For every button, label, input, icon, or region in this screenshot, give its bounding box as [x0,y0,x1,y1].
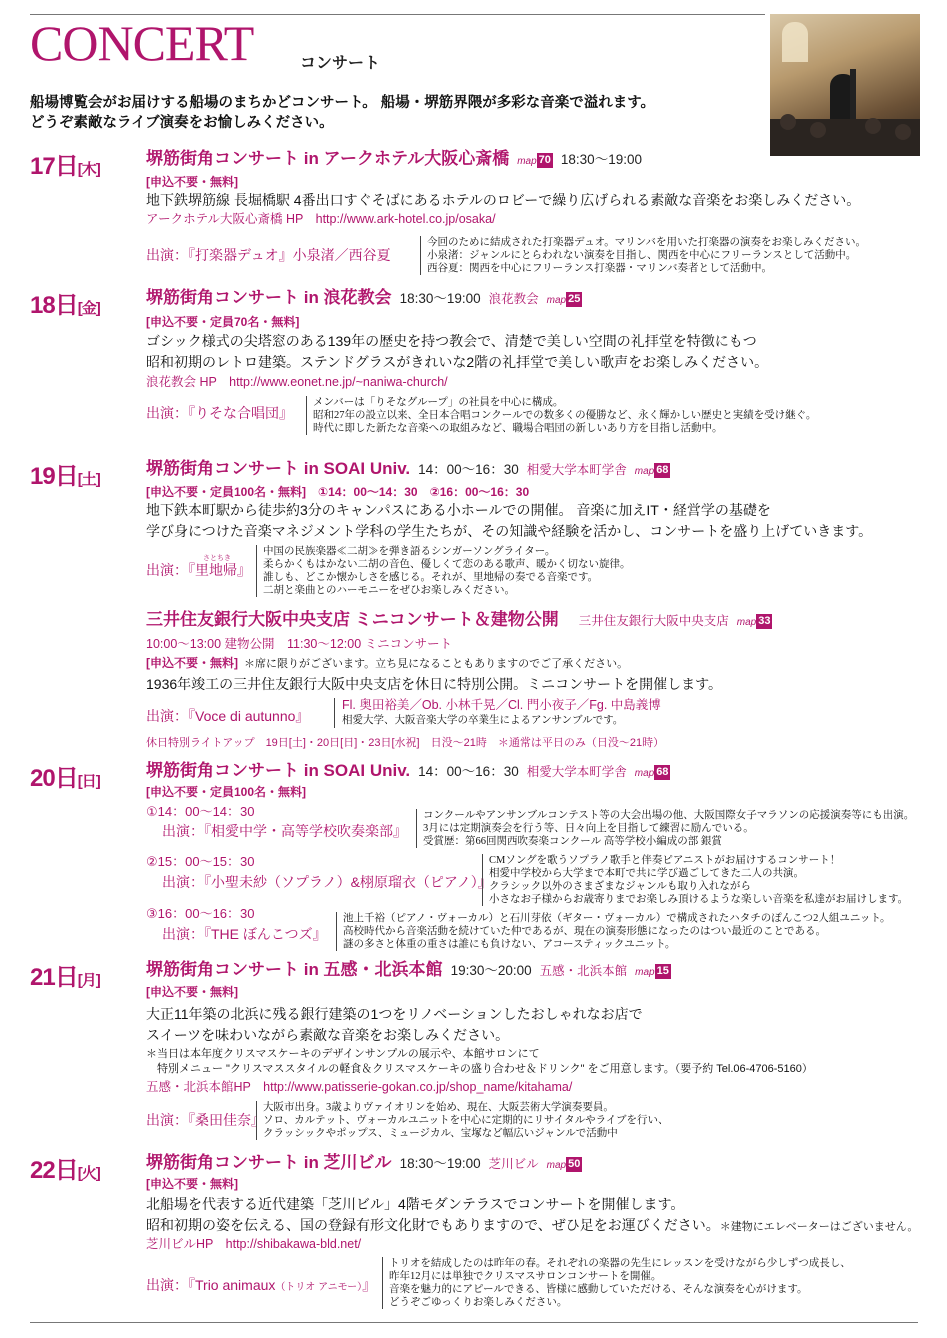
performer: 出演：『Trio animaux（トリオ アニモー）』 [146,1277,377,1293]
time-slot: ①14：00～14：30 [146,804,255,819]
event-20-heading: 堺筋街角コンサート in SOAI Univ. 14：00～16：30 相愛大学本町学舎 map 68 [146,761,669,780]
event-schedule: 10:00～13:00 建物公開 11:30～12:00 ミニコンサート [146,637,453,651]
day-20: 20日[日] [30,765,100,792]
performer: 出演：『りそな合唱団』 [146,405,293,421]
day-17: 17日[木] [30,153,100,180]
event-title: 堺筋街角コンサート in アークホテル大阪心斎橋 [146,149,510,168]
bottom-rule [30,1322,918,1323]
map-badge: 68 [656,464,669,476]
time-slot: ②15：00～15：30 [146,854,255,869]
map-badge: 70 [538,154,551,166]
concert-photo [770,14,920,156]
event-link[interactable]: 芝川ビルHP http://shibakawa-bld.net/ [146,1237,362,1251]
event-tag: [申込不要・無料] [146,1177,238,1191]
map-badge: 25 [568,293,581,305]
event-tag: [申込不要・無料] ＊席に限りがございます。立ち見になることもありますのでご了承ください。 [146,656,629,670]
event-body: スイーツを味わいながら素敵な音楽をお楽しみください。 [146,1027,510,1043]
note-divider [334,698,335,728]
event-body: 地下鉄堺筋線 長堀橋駅 4番出口すぐそばにあるホテルのロビーで繰り広げられる素敵な音楽をお楽しみください。 [146,192,861,208]
time-slot: ③16：00～16：30 [146,906,255,921]
day-18: 18日[金] [30,292,100,319]
performer-note: コンクールやアンサンブルコンテスト等の大会出場の他、大阪国際女子マラソンの応援演奏等にも出演。 3月には定期演奏会を行う等、日々向上を目指して練習に励んでいる。 受賞歴：第66回関西吹奏楽コンクール 高等学校小編成の部 銀賞 [416,809,914,848]
performer: 出演：『THE ぼんこつズ』 [162,926,327,942]
day-19: 19日[土] [30,463,100,490]
event-link[interactable]: 浪花教会 HP http://www.eonet.ne.jp/~naniwa-church/ [146,375,448,389]
event-tag: [申込不要・無料] [146,175,238,189]
performer-note: 中国の民族楽器≪二胡≫を弾き語るシンガーソングライター。 柔らかくもはかない二胡の音色、優しくて恋のある歌声、暖かく切ない旋律。 誰しも、どこか懐かしさを感じる。それが、里地帰の奏でる音楽です。 二胡と楽曲とのハーモニーをぜひお楽しみください。 [256,545,631,597]
performer: 出演：『Voce di autunno』 [146,708,310,724]
map-badge: 33 [758,615,771,627]
event-tag: [申込不要・定員100名・無料] [146,785,307,799]
map-badge: 15 [656,965,669,977]
event-link[interactable]: アークホテル大阪心斎橋 HP http://www.ark-hotel.co.jp/osaka/ [146,212,496,226]
ensemble-members: Fl. 奥田裕美／Ob. 小林千晃／Cl. 門小夜子／Fg. 中島義博 [342,698,661,712]
performer-note: 今回のために結成された打楽器デュオ。マリンバを用いた打楽器の演奏をお楽しみください。 小泉渚：ジャンルにとらわれない演奏を目指し、関西を中心にフリーランスとして活動中。 西谷夏：関西を中心にフリーランス打楽器・マリンバ奏者として活動中。 [420,236,866,275]
event-body: 地下鉄本町駅から徒歩約3分のキャンパスにある小ホールでの開催。 音楽に加えIT・経営学の基礎を [146,502,771,518]
day-22: 22日[火] [30,1157,100,1184]
performer-note: トリオを結成したのは昨年の春。それぞれの楽器の先生にレッスンを受けながら少しずつ成長し、 昨年12月には単独でクリスマスサロンコンサートを開催。 音楽を魅力的にアピールできる、皆様に感動していただける、そんな演奏を心がけます。 どうぞごゆっくりお楽しみください。 [382,1257,851,1309]
performer: 出演：『相愛中学・高等学校吹奏楽部』 [162,823,407,839]
performer-note: 相愛大学、大阪音楽大学の卒業生によるアンサンブルです。 [342,715,624,726]
event-tag: [申込不要・無料] [146,985,238,999]
event-18-heading: 堺筋街角コンサート in 浪花教会 18:30～19:00 浪花教会 map 25 [146,288,581,307]
lightup-info: 休日特別ライトアップ 19日[土]・20日[日]・23日[水祝] 日没～21時 ＊通常は平日のみ（日没～21時） [146,737,665,749]
intro-line-1: 船場博覧会がお届けする船場のまちかどコンサート。 船場・堺筋界隈が多彩な音楽で溢れます。 [30,95,656,111]
performer: 出演：『小聖未紗（ソプラノ）&栩原瑠衣（ピアノ）』 [162,874,492,890]
performer-note: メンバーは「りそなグループ」の社員を中心に構成。 昭和27年の設立以来、全日本合唱コンクールでの数多くの優勝など、永く輝かしい歴史と実績を受け継ぐ。 時代に即した新たな音楽への取組みなど、職場合唱団の新しいあり方を目指し活動中。 [306,396,816,435]
performer: 出演：『桑田佳奈』 [146,1112,265,1128]
map-badge: 50 [568,1158,581,1170]
map-badge: 68 [656,766,669,778]
event-body: 昭和初期のレトロ建築。ステンドグラスがきれいな2階の礼拝堂で美しい歌声をお楽しみください。 [146,354,769,370]
event-link[interactable]: 五感・北浜本館HP http://www.patisserie-gokan.co.jp/shop_name/kitahama/ [146,1080,573,1094]
ruby-text: さとちき [203,555,231,562]
page-title: CONCERT [30,15,254,71]
event-body: ゴシック様式の尖塔窓のある139年の歴史を持つ教会で、清楚で美しい空間の礼拝堂を特徴にもつ [146,333,757,349]
event-note: ＊当日は本年度クリスマスケーキのデザインサンプルの展示や、本館サロンにて [146,1048,540,1060]
event-body: 1936年竣工の三井住友銀行大阪中央支店を休日に特別公開。ミニコンサートを開催します。 [146,676,723,692]
performer-note: CMソングを歌うソプラノ歌手と伴奏ピアニストがお届けするコンサート！ 相愛中学校から大学まで本町で共に学び過ごしてきた二人の共演。 クラシック以外のさまざまなジャンルも取り入れながら 小さなお子様からお歳寄りまでお楽しみ頂けるような楽しい音楽を私達がお届けします。 [482,854,908,906]
event-body: 昭和初期の姿を伝える、国の登録有形文化財でもありますので、ぜひ足をお運びください。＊建物にエレベーターはございません。 [146,1217,919,1233]
event-19b-heading: 三井住友銀行大阪中央支店 ミニコンサート＆建物公開 三井住友銀行大阪中央支店 map 33 [146,610,771,629]
intro-line-2: どうぞ素敵なライブ演奏をお愉しみください。 [30,115,334,131]
performer-note: 池上千裕（ピアノ・ヴォーカル）と石川芽依（ギター・ヴォーカル）で構成されたハタチのぽんこつ2人組ユニット。 高校時代から音楽活動を続けていた仲であるが、現在の演奏形態になったのはつい最近のことである。 謎の多さと体重の重さは誰にも負けない、アコースティックユニット。 [336,912,890,951]
event-17-heading: 堺筋街角コンサート in アークホテル大阪心斎橋 map 70 18:30～19:00 [146,149,642,168]
day-21: 21日[月] [30,964,100,991]
event-note: 特別メニュー "クリスマススタイルの軽食＆クリスマスケーキの盛り合わせ＆ドリンク" をご用意します。（要予約 Tel.06-4706-5160） [146,1063,813,1075]
event-19-heading: 堺筋街角コンサート in SOAI Univ. 14：00～16：30 相愛大学本町学舎 map 68 [146,459,669,478]
event-22-heading: 堺筋街角コンサート in 芝川ビル 18:30～19:00 芝川ビル map 50 [146,1153,581,1172]
event-body: 大正11年築の北浜に残る銀行建築の1つをリノベーションしたおしゃれなお店で [146,1006,643,1022]
event-tag: [申込不要・定員70名・無料] [146,315,300,329]
event-body: 北船場を代表する近代建築「芝川ビル」4階モダンテラスでコンサートを開催します。 [146,1196,685,1212]
performer-note: 大阪市出身。3歳よりヴァイオリンを始め、現在、大阪芸術大学演奏要員。 ソロ、カルテット、ヴォーカルユニットを中心に定期的にリサイタルやライブを行い、 クラッシックやポップス、ミュージカル、宝塚など幅広いジャンルで活動中 [256,1101,669,1140]
event-21-heading: 堺筋街角コンサート in 五感・北浜本館 19:30～20:00 五感・北浜本館 map 15 [146,960,669,979]
performer: 出演：『里地帰』 [146,562,251,578]
event-body: 学び身につけた音楽マネジメント学科の学生たちが、その知識や経験を活かし、コンサートを盛り上げていきます。 [146,523,873,539]
page-subtitle: コンサート [300,55,381,72]
event-tag: [申込不要・定員100名・無料] ①14：00～14：30 ②16：00～16：30 [146,485,530,499]
performer: 出演：『打楽器デュオ』小泉渚／西谷夏 [146,247,391,263]
